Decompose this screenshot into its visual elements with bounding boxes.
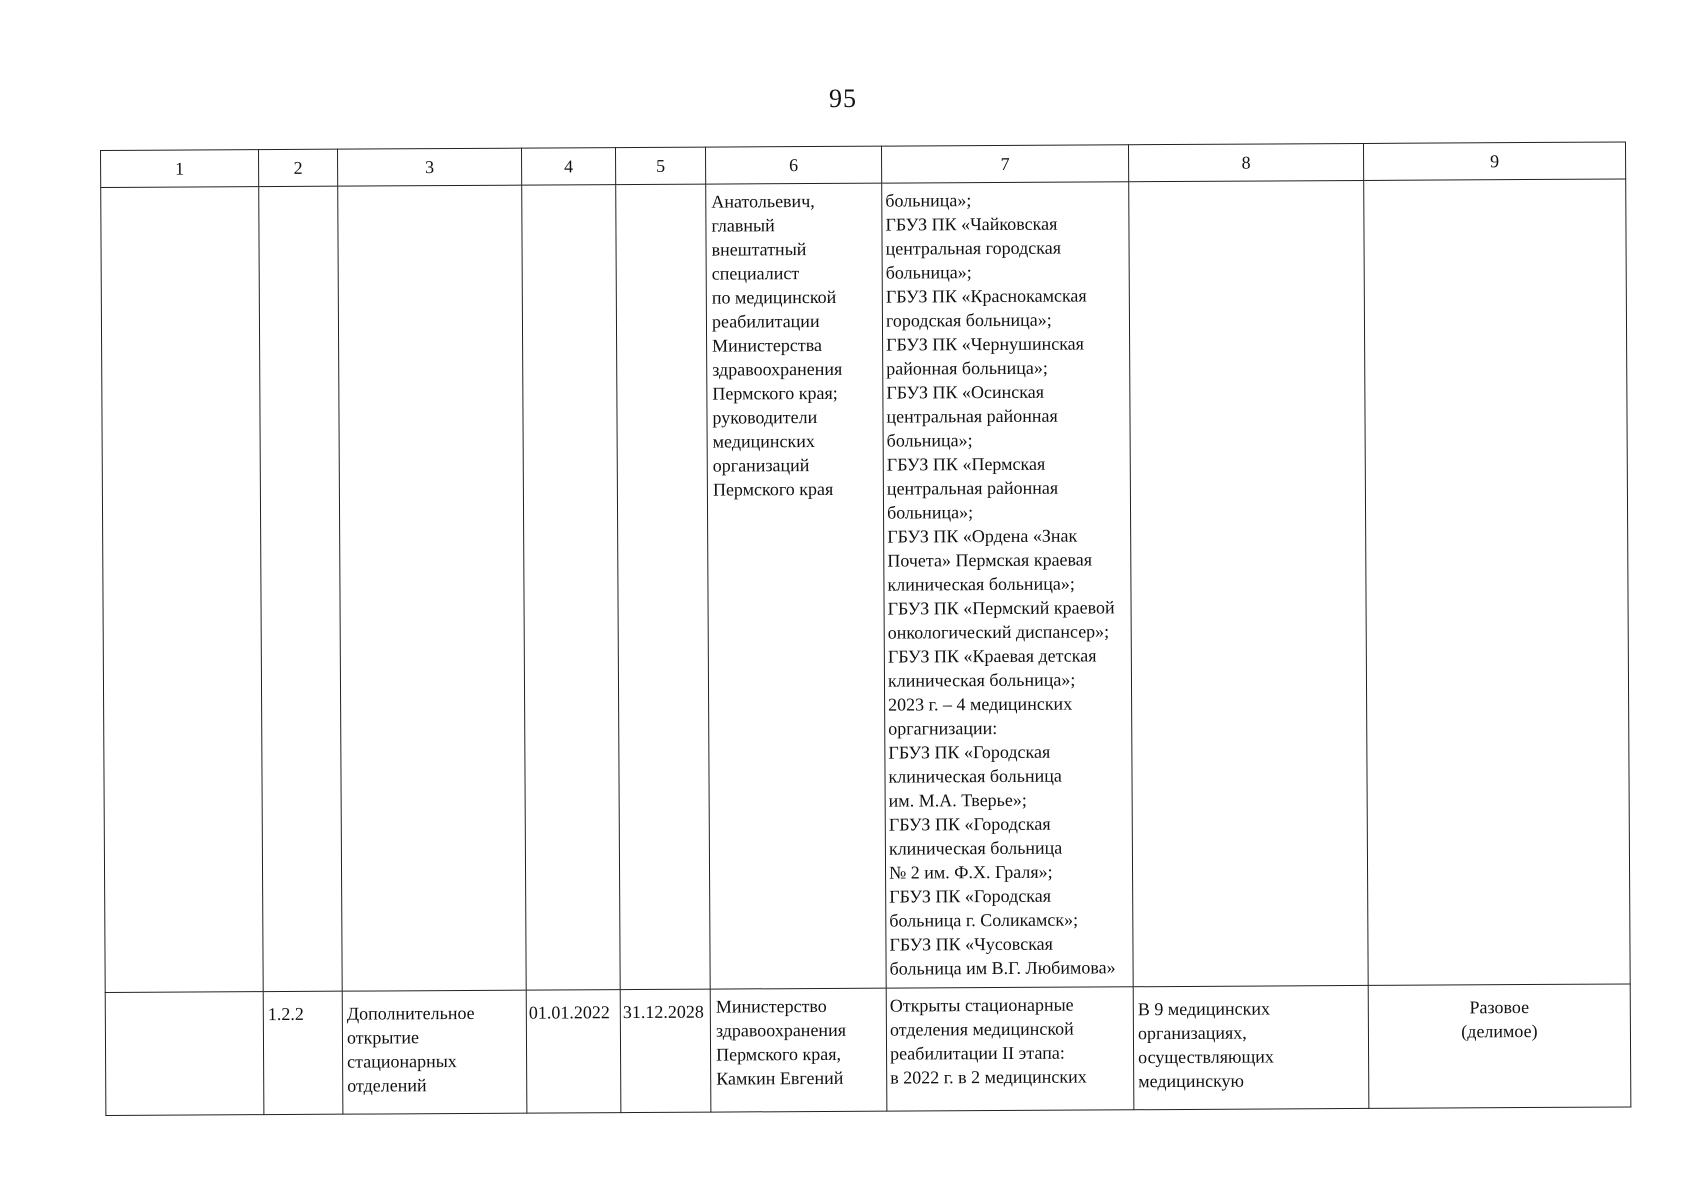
- control-point-type: Разовое (делимое): [1461, 997, 1538, 1042]
- header-cell-6: 6: [705, 146, 881, 184]
- document-table-container: [100, 141, 1630, 1114]
- cell-col6-responsible: [706, 183, 886, 989]
- cell-text: [616, 185, 705, 195]
- cell-col2: [259, 186, 342, 991]
- header-cell-4: 4: [521, 148, 615, 186]
- cell-responsible: [710, 988, 887, 1112]
- header-cell-1: 1: [101, 150, 259, 188]
- cell-text: [522, 185, 615, 196]
- result-text: больница»; ГБУЗ ПК «Чайковская центральная городская больница»; ГБУЗ ПК «Краснокамская городская больница»; ГБУЗ ПК «Чернушинская районная больница»; ГБУЗ ПК «Осинская центральная районная больница»; ГБУЗ ПК «Пермская центральная районная больница»; ГБУЗ ПК «Ордена «Знак Почета» Пермская краевая клиническая больница»; ГБУЗ ПК «Пермский краевой онкологический диспансер»; ГБУЗ ПК «Краевая детская клиническая больница»; 2023 г. – 4 медицинских оргагнизации: ГБУЗ ПК «Городская клиническая больница им. М.А. Тверье»; ГБУЗ ПК «Городская клиническая больница № 2 им. Ф.Х. Граля»; ГБУЗ ПК «Городская больница г. Соликамск»; ГБУЗ ПК «Чусовская больница им В.Г. Любимова»: [885, 190, 1116, 979]
- activity-name: Дополнительное открытие стационарных отделений: [346, 1002, 475, 1096]
- cell-activity-name: [342, 990, 527, 1114]
- cell-text: [101, 187, 258, 198]
- header-cell-9: 9: [1363, 142, 1625, 180]
- cell-col4: [522, 185, 620, 991]
- cell-result: [886, 987, 1134, 1111]
- cell-item-number: [263, 991, 343, 1114]
- cell-end-date: [620, 989, 711, 1113]
- item-number: 1.2.2: [267, 1003, 304, 1025]
- header-cell-2: 2: [259, 149, 338, 186]
- cell-col1: [101, 187, 263, 993]
- header-cell-3: 3: [337, 148, 521, 186]
- start-date: 01.01.2022: [528, 1002, 610, 1023]
- header-cell-7: 7: [881, 145, 1128, 183]
- cell-text: [1129, 181, 1363, 192]
- document-table: [100, 141, 1631, 1116]
- header-cell-5: 5: [615, 147, 705, 185]
- responsible-text: Анатольевич, главный внештатный специалист по медицинской реабилитации Министерства здравоохранения Пермского края; руководители медицинских организаций Пермского края: [711, 191, 843, 500]
- result-text: Открыты стационарные отделения медицинской реабилитации II этапа: в 2022 г. в 2 медицинских: [889, 994, 1087, 1088]
- table-row-1-2-2: [105, 984, 1631, 1116]
- page-number: 95: [829, 84, 857, 113]
- cell-col5: [616, 184, 710, 989]
- cell-col8: [1129, 180, 1368, 986]
- cell-type: [1368, 984, 1631, 1108]
- cell-text: [106, 992, 263, 1003]
- end-date: 31.12.2028: [622, 1001, 704, 1023]
- cell-col8: [1133, 985, 1369, 1109]
- cell-col7-result: [882, 182, 1133, 988]
- cell-text: [1364, 179, 1625, 190]
- table-row: [101, 179, 1630, 993]
- cell-col1: [105, 992, 264, 1116]
- cell-col9: [1364, 179, 1630, 985]
- responsible-text: Министерство здравоохранения Пермского края, Камкин Евгений: [715, 995, 847, 1089]
- header-cell-8: 8: [1128, 143, 1363, 181]
- cell-col3: [338, 185, 526, 991]
- cell-text: В 9 медицинских организациях, осуществляющих медицинскую: [1137, 998, 1274, 1092]
- cell-start-date: [526, 990, 621, 1114]
- cell-text: [259, 187, 337, 197]
- cell-text: [338, 186, 521, 197]
